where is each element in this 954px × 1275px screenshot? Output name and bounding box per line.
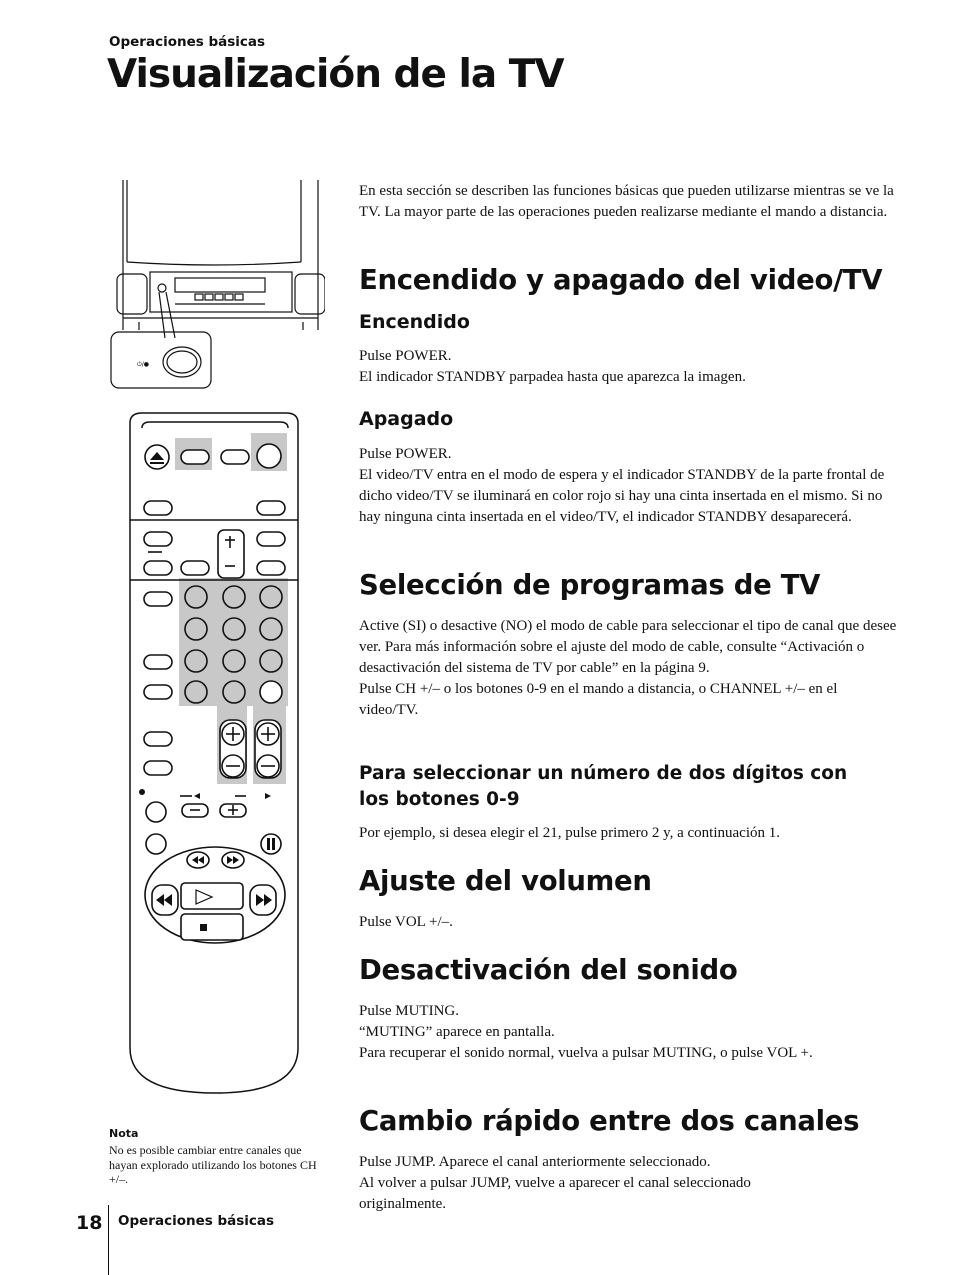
encendido-line-2: El indicador STANDBY parpadea hasta que aparezca la imagen. [359,369,746,385]
mute-line-3: Para recuperar el sonido normal, vuelva a pulsar MUTING, o pulse VOL +. [359,1045,813,1061]
jump-line-2: Al volver a pulsar JUMP, vuelve a aparecer el canal seleccionado originalmente. [359,1175,751,1212]
footer-rule [108,1205,109,1275]
remote-control-illustration [120,408,310,1098]
two-digits-text: Por ejemplo, si desea elegir el 21, pulse primero 2 y, a continuación 1. [359,825,780,841]
programs-paragraph-1: Active (SI) o desactive (NO) el modo de cable para seleccionar el tipo de canal que desee ver. Para más información sobre el ajuste del modo de cable, consulte “Activación o desactivación del sistema de TV por cable” en la página 9. [359,618,897,676]
tv-front-illustration [105,180,325,392]
section-heading-programs: Selección de programas de TV [359,569,821,601]
section-heading-volume: Ajuste del volumen [359,865,652,897]
volume-text: Pulse VOL +/–. [359,914,453,930]
programs-paragraph-2: Pulse CH +/– o los botones 0-9 en el mando a distancia, o CHANNEL +/– en el video/TV. [359,681,838,718]
page-title: Visualización de la TV [107,52,564,97]
jump-line-1: Pulse JUMP. Aparece el canal anteriormente seleccionado. [359,1154,711,1170]
note-label: Nota [109,1127,139,1140]
intro-paragraph: En esta sección se describen las funciones básicas que pueden utilizarse mientras se ve la TV. La mayor parte de las operaciones pueden realizarse mediante el mando a distancia. [359,183,894,220]
section-heading-jump: Cambio rápido entre dos canales [359,1105,860,1137]
section-heading-mute: Desactivación del sonido [359,954,738,986]
page-number: 18 [76,1212,103,1234]
subheading-apagado: Apagado [359,408,454,430]
note-text: No es posible cambiar entre canales que hayan explorado utilizando los botones CH +/–. [109,1143,317,1186]
apagado-line-2: El video/TV entra en el modo de espera y el indicador STANDBY de la parte frontal de dicho video/TV se iluminará en color rojo si hay una cinta insertada en el mismo. Si no hay ninguna cinta insertada en el video/TV, el indicador STANDBY desaparecerá. [359,467,885,525]
mute-line-2: “MUTING” aparece en pantalla. [359,1024,555,1040]
power-button-label: ⏻/● [137,361,150,368]
running-head: Operaciones básicas [109,34,266,50]
encendido-line-1: Pulse POWER. [359,348,452,364]
footer-label: Operaciones básicas [118,1213,275,1229]
mute-line-1: Pulse MUTING. [359,1003,459,1019]
subheading-encendido: Encendido [359,311,470,333]
apagado-line-1: Pulse POWER. [359,446,452,462]
subheading-two-digits: Para seleccionar un número de dos dígitos con los botones 0-9 [359,763,848,810]
section-heading-power: Encendido y apagado del video/TV [359,264,883,296]
